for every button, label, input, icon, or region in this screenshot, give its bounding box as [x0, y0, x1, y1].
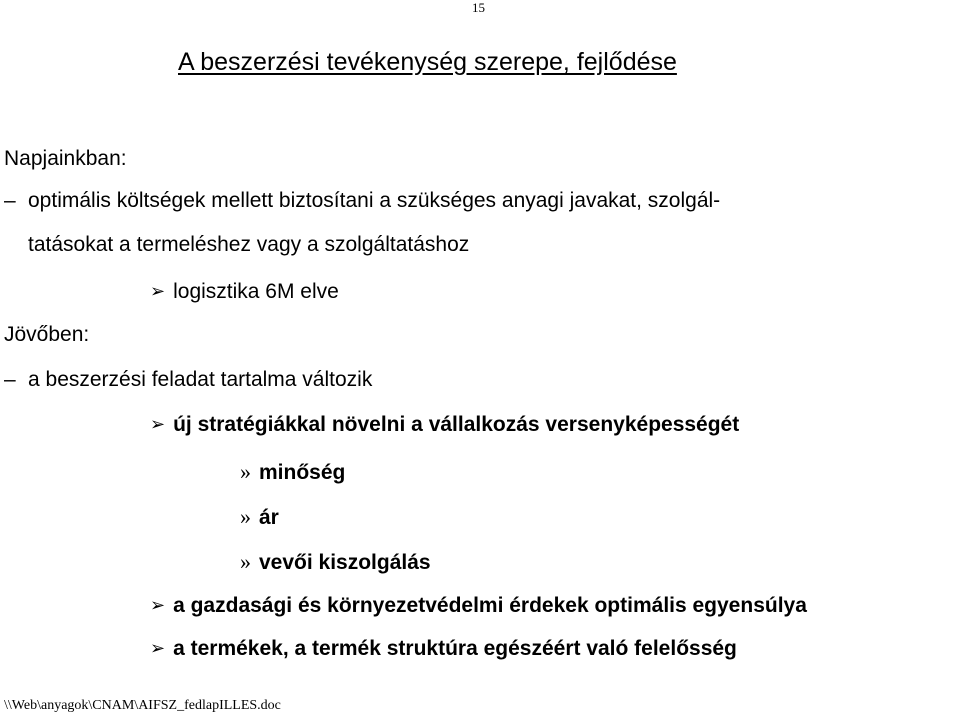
sub-list-item-text: minőség [259, 461, 346, 484]
list-item [150, 413, 739, 437]
dash-bullet: – [4, 368, 16, 391]
sub-list-item [240, 549, 431, 575]
section-heading-today: Napjainkban: [4, 147, 127, 170]
raquo-bullet-icon: » [240, 504, 251, 529]
future-dash-line-1: a beszerzési feladat tartalma változik [28, 368, 373, 391]
arrow-bullet-icon: ➢ [150, 414, 166, 434]
page-number: 15 [472, 0, 485, 15]
list-item-text: új stratégiákkal növelni a vállalkozás versenyképességét [173, 413, 740, 436]
list-item [150, 594, 807, 618]
page-title: A beszerzési tevékenység szerepe, fejlődése [178, 48, 677, 76]
sub-list-item [240, 504, 279, 530]
list-item-text: a termékek, a termék struktúra egészéért való felelősség [173, 637, 737, 660]
sub-list-item-text: vevői kiszolgálás [259, 551, 431, 574]
today-dash-line-2: tatásokat a termeléshez vagy a szolgáltatáshoz [28, 233, 470, 256]
list-item [150, 637, 737, 661]
list-item [150, 280, 339, 304]
today-dash-line-1: optimális költségek mellett biztosítani a szükséges anyagi javakat, szolgál- [28, 189, 721, 212]
footer-file-path: \\Web\anyagok\CNAM\AIFSZ_fedlapILLES.doc [4, 698, 281, 713]
dash-bullet: – [4, 189, 16, 212]
arrow-bullet-icon: ➢ [150, 595, 166, 615]
arrow-bullet-icon: ➢ [150, 638, 166, 658]
list-item-text: logisztika 6M elve [173, 280, 339, 303]
arrow-bullet-icon: ➢ [150, 281, 166, 301]
section-heading-future: Jövőben: [4, 323, 90, 346]
list-item-text: a gazdasági és környezetvédelmi érdekek optimális egyensúlya [173, 594, 807, 617]
raquo-bullet-icon: » [240, 459, 251, 484]
sub-list-item-text: ár [259, 506, 279, 529]
sub-list-item [240, 459, 345, 485]
raquo-bullet-icon: » [240, 549, 251, 574]
